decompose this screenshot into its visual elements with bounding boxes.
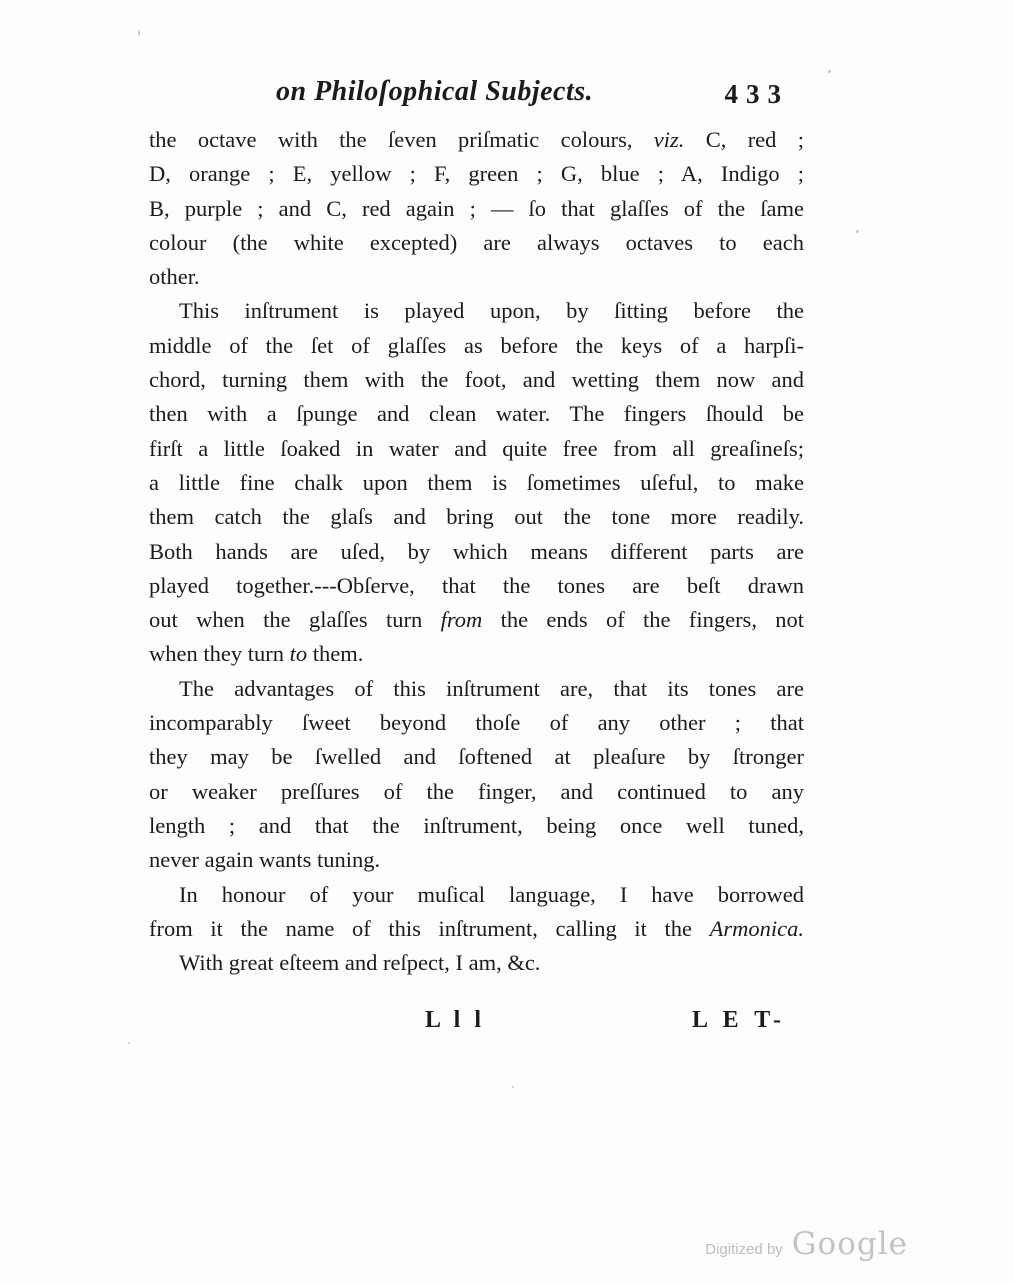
text-segment: from it the name of this inſtrument, calling it the bbox=[149, 915, 710, 941]
text-segment: chord, turning them with the foot, and wetting them now and bbox=[149, 367, 804, 393]
digitized-by-watermark bbox=[705, 1226, 908, 1262]
text-segment: played together.---Obſerve, that the tones are beſt drawn bbox=[149, 572, 804, 598]
text-line bbox=[149, 226, 804, 260]
text-line bbox=[149, 912, 804, 946]
text-segment: the ends of the fingers, not bbox=[482, 607, 805, 633]
text-segment: when they turn bbox=[149, 641, 290, 667]
scan-speck bbox=[128, 1042, 130, 1044]
italic-text: to bbox=[289, 641, 308, 667]
italic-text: viz. bbox=[653, 127, 685, 152]
text-segment: D, orange ; E, yellow ; F, green ; G, blue ; A, Indigo ; bbox=[149, 161, 804, 187]
text-line bbox=[149, 294, 804, 328]
text-line bbox=[149, 672, 804, 706]
text-line bbox=[149, 569, 804, 603]
text-line bbox=[149, 260, 804, 294]
text-segment: or weaker preſſures of the finger, and continued to any bbox=[149, 778, 804, 804]
text-segment: B, purple ; and C, red again ; — ſo that glaſſes of the ſame bbox=[149, 195, 804, 221]
text-segment: length ; and that the inſtrument, being once well tuned, bbox=[149, 812, 805, 838]
text-line bbox=[149, 878, 804, 912]
text-line bbox=[149, 123, 804, 157]
text-line bbox=[149, 500, 804, 534]
text-segment: C, red ; bbox=[684, 127, 804, 152]
text-segment: other. bbox=[149, 264, 200, 290]
text-segment: the octave with the ſeven priſmatic colours, bbox=[149, 127, 654, 152]
text-line bbox=[149, 432, 804, 466]
text-line bbox=[149, 397, 804, 431]
text-line bbox=[149, 740, 804, 774]
catchword: L E T- bbox=[691, 1007, 786, 1033]
text-segment: With great eſteem and reſpect, I am, &c. bbox=[179, 950, 541, 976]
text-line bbox=[149, 535, 804, 569]
text-line bbox=[149, 363, 804, 397]
text-line bbox=[149, 843, 804, 877]
text-segment: In honour of your muſical language, I have borrowed bbox=[179, 881, 805, 907]
page-number: 433 bbox=[724, 79, 789, 109]
text-segment: Both hands are uſed, by which means different parts are bbox=[149, 538, 805, 564]
italic-text: Armonica. bbox=[709, 915, 805, 941]
text-segment: then with a ſpunge and clean water. The fingers ſhould be bbox=[149, 401, 805, 427]
scan-speck bbox=[856, 230, 859, 233]
text-segment: colour (the white excepted) are always octaves to each bbox=[149, 229, 805, 255]
text-segment: incomparably ſweet beyond thoſe of any other ; that bbox=[149, 710, 804, 736]
page-body bbox=[149, 123, 804, 980]
running-title: on Philoſophical Subjects. bbox=[276, 76, 594, 107]
text-line bbox=[149, 603, 804, 637]
italic-text: from bbox=[440, 607, 483, 633]
scan-speck bbox=[138, 30, 140, 36]
digitized-by-label: Digitized by bbox=[705, 1241, 783, 1258]
text-line bbox=[149, 157, 804, 191]
scan-speck bbox=[512, 1086, 514, 1088]
text-segment: middle of the ſet of glaſſes as before the keys of a harpſi- bbox=[149, 332, 805, 358]
text-line bbox=[149, 329, 804, 363]
text-line bbox=[149, 637, 804, 671]
text-line bbox=[149, 809, 804, 843]
text-line bbox=[149, 466, 804, 500]
text-segment: them. bbox=[307, 641, 364, 667]
text-segment: out when the glaſſes turn bbox=[149, 607, 441, 633]
text-segment: never again wants tuning. bbox=[149, 847, 381, 873]
text-line bbox=[149, 775, 804, 809]
page-header bbox=[148, 76, 803, 120]
scan-speck bbox=[828, 70, 831, 73]
text-segment: This inſtrument is played upon, by ſitting before the bbox=[179, 298, 804, 324]
signature-mark: L l l bbox=[425, 1007, 486, 1033]
text-segment: they may be ſwelled and ſoftened at pleaſure by ſtronger bbox=[149, 744, 805, 770]
text-segment: them catch the glaſs and bring out the tone more readily. bbox=[149, 504, 805, 530]
text-line bbox=[149, 946, 804, 980]
text-line bbox=[149, 192, 804, 226]
text-segment: The advantages of this inſtrument are, that its tones are bbox=[179, 675, 804, 701]
text-segment: a little fine chalk upon them is ſometimes uſeful, to make bbox=[149, 469, 804, 495]
text-segment: firſt a little ſoaked in water and quite free from all greaſineſs; bbox=[149, 435, 805, 461]
text-line bbox=[149, 706, 804, 740]
google-logo: Google bbox=[791, 1226, 908, 1262]
